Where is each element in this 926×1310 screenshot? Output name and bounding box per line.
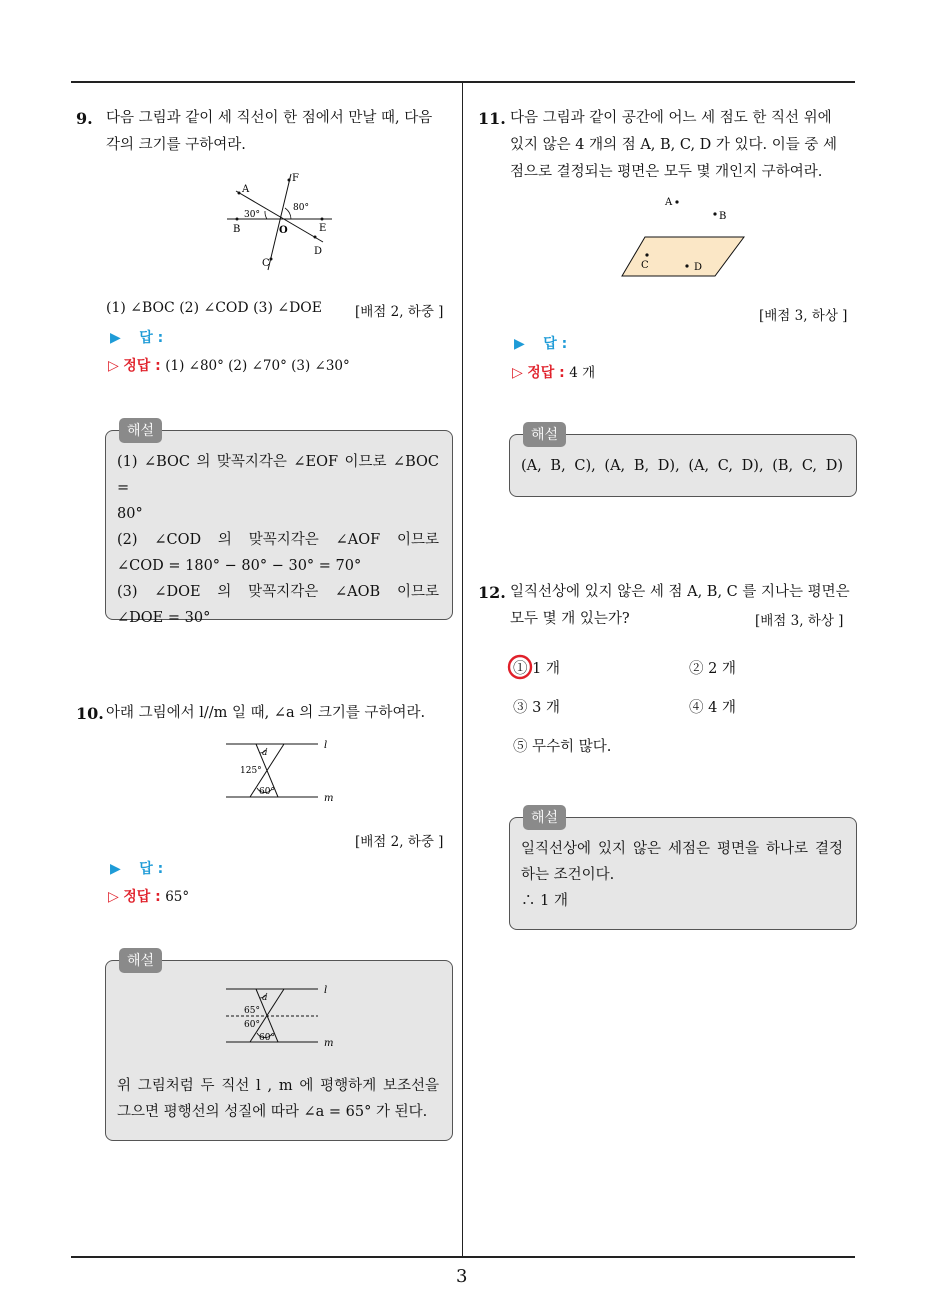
correct-arrow-icon: ▷ <box>108 889 119 905</box>
correct-arrow-icon: ▷ <box>512 365 523 381</box>
q9-label-D: D <box>314 246 323 257</box>
q9-line-cf <box>268 174 291 270</box>
q12-number: 12. <box>478 583 506 602</box>
q10-label-l: l <box>324 740 328 751</box>
q9-text-line2: 각의 크기를 구하여라. <box>106 137 246 153</box>
q12-option-3[interactable]: ③ 3 개 <box>513 700 560 716</box>
q10-label-m: m <box>324 793 334 804</box>
column-divider <box>462 82 463 1257</box>
q10-correct-value: 65° <box>165 889 190 905</box>
q9-subquestions: (1) ∠BOC (2) ∠COD (3) ∠DOE <box>106 300 323 316</box>
q10-label-125: 125° <box>240 766 262 776</box>
q9-label-A: A <box>242 184 250 195</box>
q9-label-80: 80° <box>293 203 309 213</box>
answer-arrow-icon: ▶ <box>110 861 121 877</box>
q9-expl-line2: 80° <box>117 506 143 522</box>
q10-explanation-figure <box>222 980 342 1050</box>
q9-expl-line5: (3) ∠DOE 의 맞꼭지각은 ∠AOB 이므로 <box>117 584 439 600</box>
q11-label-A: A <box>665 197 673 208</box>
q11-text-line1: 다음 그림과 같이 공간에 어느 세 점도 한 직선 위에 <box>510 110 832 126</box>
q12-expl-line3: ∴ 1 개 <box>521 893 568 909</box>
q12-explanation-text <box>521 836 843 914</box>
q12-option-4[interactable]: ④ 4 개 <box>689 700 736 716</box>
q10-explanation-text <box>117 1073 439 1125</box>
q12-option-2[interactable]: ② 2 개 <box>689 661 736 677</box>
q9-correct-label: 정답 : <box>123 358 161 374</box>
q12-meta: [배점 3, 하상 ] <box>755 613 844 629</box>
q11-text-line3: 점으로 결정되는 평면은 모두 몇 개인지 구하여라. <box>510 164 823 180</box>
q9-answer-label: 답 : <box>139 330 164 346</box>
q10-expl-label-65: 65° <box>244 1006 260 1016</box>
page-number: 3 <box>456 1266 468 1287</box>
q9-figure <box>222 168 342 278</box>
answer-arrow-icon: ▶ <box>110 330 121 346</box>
q12-expl-line2: 하는 조건이다. <box>521 867 615 883</box>
q9-text <box>106 105 456 159</box>
q9-correct-row <box>108 355 350 375</box>
q9-label-E: E <box>319 223 327 234</box>
q9-label-O: O <box>279 225 288 236</box>
q11-explanation-tag: 해설 <box>523 422 566 447</box>
q10-figure <box>222 735 342 805</box>
q9-expl-line6: ∠DOE = 30° <box>117 610 211 626</box>
q10-label-60: 60° <box>259 787 275 797</box>
q11-label-C: C <box>641 260 649 271</box>
q10-expl-label-m: m <box>324 1038 334 1049</box>
q9-expl-line3: (2) ∠COD 의 맞꼭지각은 ∠AOF 이므로 <box>117 532 439 548</box>
q11-expl-line1: (A, B, C), (A, B, D), (A, C, D), (B, C, D) <box>521 458 843 474</box>
q10-label-a: a <box>262 748 268 758</box>
q11-meta: [배점 3, 하상 ] <box>759 308 848 324</box>
q10-expl-label-60a: 60° <box>244 1020 260 1030</box>
q9-label-30: 30° <box>244 210 260 220</box>
q11-correct-row <box>512 361 595 382</box>
bottom-rule <box>71 1256 855 1258</box>
q11-label-B: B <box>719 211 727 222</box>
q11-answer-label: 답 : <box>543 336 568 352</box>
q11-figure <box>616 188 756 283</box>
q11-number: 11. <box>478 109 506 128</box>
q9-explanation-text <box>117 449 439 631</box>
q11-correct-value: 4 개 <box>569 365 596 381</box>
correct-arrow-icon: ▷ <box>108 358 119 374</box>
q9-answer-row <box>110 327 163 347</box>
q10-correct-row <box>108 886 189 906</box>
q12-explanation-tag: 해설 <box>523 805 566 830</box>
q9-label-B: B <box>233 224 241 235</box>
q9-expl-line1: (1) ∠BOC 의 맞꼭지각은 ∠EOF 이므로 ∠BOC = <box>117 454 439 496</box>
q9-explanation-tag: 해설 <box>119 418 162 443</box>
q11-explanation-text <box>521 453 843 479</box>
q10-expl-line1: 위 그림처럼 두 직선 l , m 에 평행하게 보조선을 <box>117 1078 439 1094</box>
q10-answer-label: 답 : <box>139 861 164 877</box>
q10-meta: [배점 2, 하중 ] <box>355 834 444 850</box>
q9-label-F: F <box>292 173 299 184</box>
q11-text <box>510 105 860 186</box>
q12-expl-line1: 일직선상에 있지 않은 세점은 평면을 하나로 결정 <box>521 841 843 857</box>
q12-option-5[interactable]: ⑤ 무수히 많다. <box>513 739 612 755</box>
q11-label-D: D <box>694 262 703 273</box>
q11-answer-row <box>514 333 567 353</box>
q9-label-C: C <box>262 258 270 269</box>
q10-expl-label-60b: 60° <box>259 1033 275 1043</box>
answer-arrow-icon: ▶ <box>514 336 525 352</box>
q9-expl-line4: ∠COD = 180° − 80° − 30° = 70° <box>117 558 362 574</box>
q10-text: 아래 그림에서 l//m 일 때, ∠a 의 크기를 구하여라. <box>106 705 426 721</box>
q10-answer-row <box>110 858 163 878</box>
q10-number: 10. <box>76 704 104 723</box>
q10-expl-label-l: l <box>324 985 328 996</box>
q12-text-line2: 모두 몇 개 있는가? <box>510 611 630 627</box>
q10-correct-label: 정답 : <box>123 889 161 905</box>
q9-meta: [배점 2, 하중 ] <box>355 304 444 320</box>
q12-option-1[interactable]: ① 1 개 <box>513 661 560 677</box>
q9-number: 9. <box>76 109 93 128</box>
q10-explanation-tag: 해설 <box>119 948 162 973</box>
q10-expl-label-a: a <box>262 993 268 1003</box>
q10-expl-line2: 그으면 평행선의 성질에 따라 ∠a = 65° 가 된다. <box>117 1104 428 1120</box>
q11-correct-label: 정답 : <box>527 365 565 381</box>
q9-text-line1: 다음 그림과 같이 세 직선이 한 점에서 만날 때, 다음 <box>106 110 433 126</box>
q12-text-line1: 일직선상에 있지 않은 세 점 A, B, C 를 지나는 평면은 <box>510 584 850 600</box>
q9-correct-value: (1) ∠80° (2) ∠70° (3) ∠30° <box>165 358 350 374</box>
q11-text-line2: 있지 않은 4 개의 점 A, B, C, D 가 있다. 이들 중 세 <box>510 137 838 153</box>
